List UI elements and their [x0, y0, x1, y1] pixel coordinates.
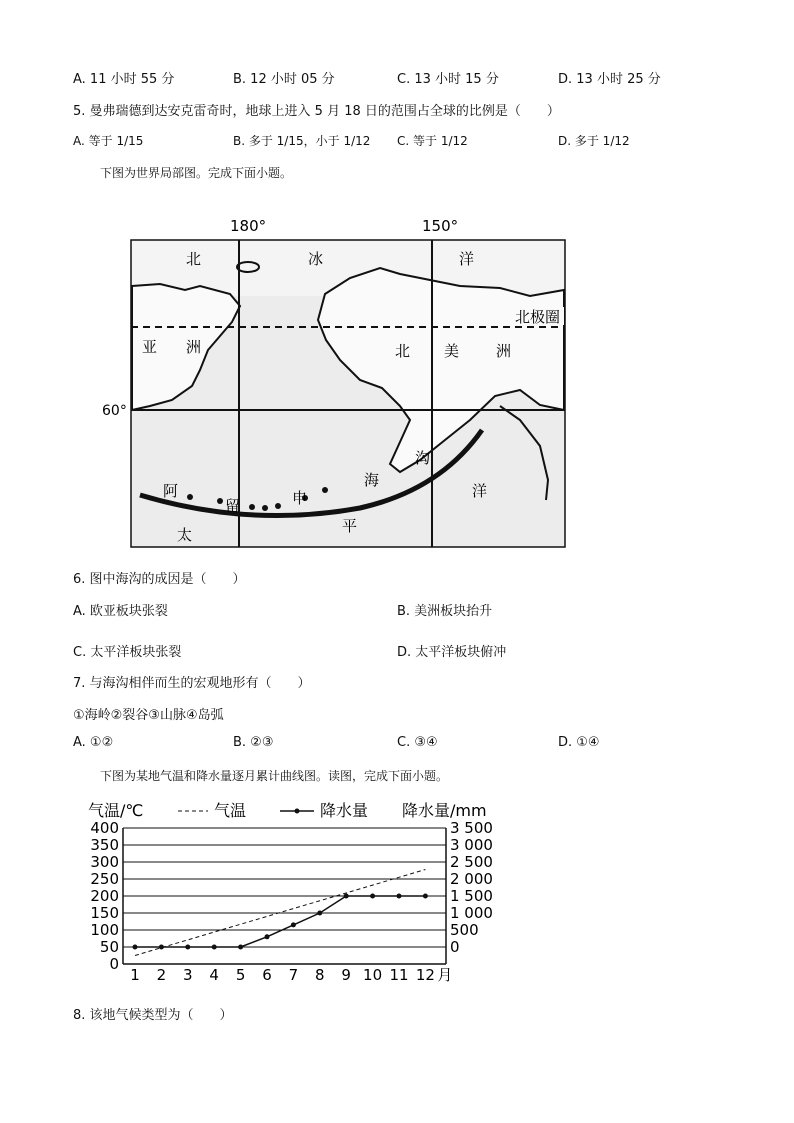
- q4-option-d: D. 13 小时 25 分: [558, 72, 661, 87]
- precipitation-line: [135, 896, 425, 947]
- island-dot: [249, 504, 255, 510]
- left-tick-label: 0: [109, 955, 119, 973]
- q4-option-a: A. 11 小时 55 分: [73, 72, 175, 87]
- climate-chart: [80, 795, 500, 990]
- label-trench-hai: 海: [364, 471, 380, 489]
- label-arctic-bing: 冰: [308, 250, 324, 268]
- island-dot: [187, 494, 193, 500]
- lat-60-label: 60°: [102, 403, 127, 419]
- chart-intro: 下图为某地气温和降水量逐月累计曲线图。读图，完成下面小题。: [100, 769, 449, 783]
- q7-option-a: A. ①②: [73, 735, 114, 750]
- legend-precip-label: 降水量: [320, 801, 369, 820]
- q4-option-c: C. 13 小时 15 分: [397, 72, 499, 87]
- label-asia-ya: 亚: [142, 338, 158, 356]
- x-tick-label: 2: [156, 966, 167, 984]
- left-tick-label: 200: [90, 887, 119, 905]
- precipitation-point: [159, 945, 164, 950]
- label-pacific-ping: 平: [342, 517, 358, 535]
- legend-precip-dot: [295, 809, 300, 814]
- island-dot: [275, 503, 281, 509]
- label-pacific-tai: 太: [177, 526, 193, 544]
- x-tick-label: 10: [363, 966, 383, 984]
- precipitation-point: [238, 945, 243, 950]
- island-dot: [217, 498, 223, 504]
- q5-option-c: C. 等于 1/12: [397, 134, 468, 148]
- precipitation-point: [397, 894, 402, 899]
- x-unit-label: 月: [437, 966, 453, 984]
- q6-option-c: C. 太平洋板块张裂: [73, 645, 182, 660]
- precipitation-point: [265, 934, 270, 939]
- left-tick-label: 300: [90, 853, 119, 871]
- right-tick-label: 2 000: [450, 870, 493, 888]
- q6-option-a: A. 欧亚板块张裂: [73, 604, 168, 619]
- label-na-mei: 美: [444, 342, 460, 360]
- x-tick-label: 5: [235, 966, 246, 984]
- x-tick-label: 6: [262, 966, 272, 984]
- right-tick-label: 1 500: [450, 887, 493, 905]
- precipitation-point: [185, 945, 190, 950]
- left-tick-label: 100: [90, 921, 119, 939]
- label-asia-zhou: 洲: [186, 338, 202, 356]
- right-tick-label: 2 500: [450, 853, 493, 871]
- precipitation-point: [291, 922, 296, 927]
- x-tick-label: 12: [415, 966, 435, 984]
- world-map-figure: [100, 210, 580, 555]
- right-tick-label: 1 000: [450, 904, 493, 922]
- precipitation-point: [317, 911, 322, 916]
- label-arctic-bei: 北: [186, 250, 202, 268]
- q5-option-b: B. 多于 1/15，小于 1/12: [233, 134, 371, 148]
- q4-option-b: B. 12 小时 05 分: [233, 72, 335, 87]
- q8-stem: 8. 该地气候类型为（ ）: [73, 1008, 233, 1023]
- right-axis-label: 降水量/mm: [402, 801, 487, 820]
- left-axis-label: 气温/℃: [88, 801, 144, 820]
- lon-180-label: 180°: [230, 217, 267, 235]
- label-arctic-circle: 北极圈: [515, 308, 561, 326]
- q5-option-d: D. 多于 1/12: [558, 134, 630, 148]
- x-tick-label: 9: [341, 966, 351, 984]
- x-tick-label: 4: [209, 966, 219, 984]
- precipitation-point: [344, 894, 349, 899]
- right-tick-label: 0: [450, 938, 460, 956]
- island-dot: [322, 487, 328, 493]
- label-arctic-yang: 洋: [459, 250, 475, 268]
- left-tick-label: 350: [90, 836, 119, 854]
- q7-option-d: D. ①④: [558, 735, 600, 750]
- q6-option-b: B. 美洲板块抬升: [397, 604, 493, 619]
- map-intro: 下图为世界局部图。完成下面小题。: [100, 166, 293, 180]
- left-tick-label: 250: [90, 870, 119, 888]
- label-na-bei: 北: [395, 342, 411, 360]
- left-tick-label: 50: [99, 938, 119, 956]
- label-trench-shen: 申: [292, 489, 308, 507]
- right-tick-label: 3 000: [450, 836, 493, 854]
- lon-150-label: 150°: [422, 217, 459, 235]
- right-tick-label: 3 500: [450, 819, 493, 837]
- label-trench-liu: 留: [225, 497, 241, 515]
- q7-stem: 7. 与海沟相伴而生的宏观地形有（ ）: [73, 676, 311, 691]
- x-tick-label: 3: [183, 966, 193, 984]
- label-na-zhou: 洲: [496, 342, 512, 360]
- q6-stem: 6. 图中海沟的成因是（ ）: [73, 572, 246, 587]
- label-trench-gou: 沟: [415, 449, 431, 467]
- q5-stem: 5. 曼弗瑞德到达安克雷奇时，地球上进入 5 月 18 日的范围占全球的比例是（ ）: [73, 104, 560, 119]
- label-trench-a: 阿: [163, 482, 179, 500]
- q7-option-b: B. ②③: [233, 735, 274, 750]
- left-tick-label: 400: [90, 819, 119, 837]
- label-pacific-yang: 洋: [472, 482, 488, 500]
- right-tick-label: 500: [450, 921, 479, 939]
- precipitation-point: [423, 894, 428, 899]
- precipitation-point: [133, 945, 138, 950]
- q7-option-c: C. ③④: [397, 735, 438, 750]
- x-tick-label: 1: [130, 966, 140, 984]
- q7-list: ①海岭②裂谷③山脉④岛弧: [73, 708, 224, 723]
- legend-temp-label: 气温: [214, 801, 247, 820]
- island-dot: [262, 505, 268, 511]
- x-tick-label: 11: [389, 966, 409, 984]
- x-tick-label: 7: [288, 966, 299, 984]
- precipitation-point: [212, 945, 217, 950]
- precipitation-point: [370, 894, 375, 899]
- q5-option-a: A. 等于 1/15: [73, 134, 144, 148]
- q6-option-d: D. 太平洋板块俯冲: [397, 645, 507, 660]
- left-tick-label: 150: [90, 904, 119, 922]
- x-tick-label: 8: [315, 966, 325, 984]
- temperature-line: [135, 869, 425, 955]
